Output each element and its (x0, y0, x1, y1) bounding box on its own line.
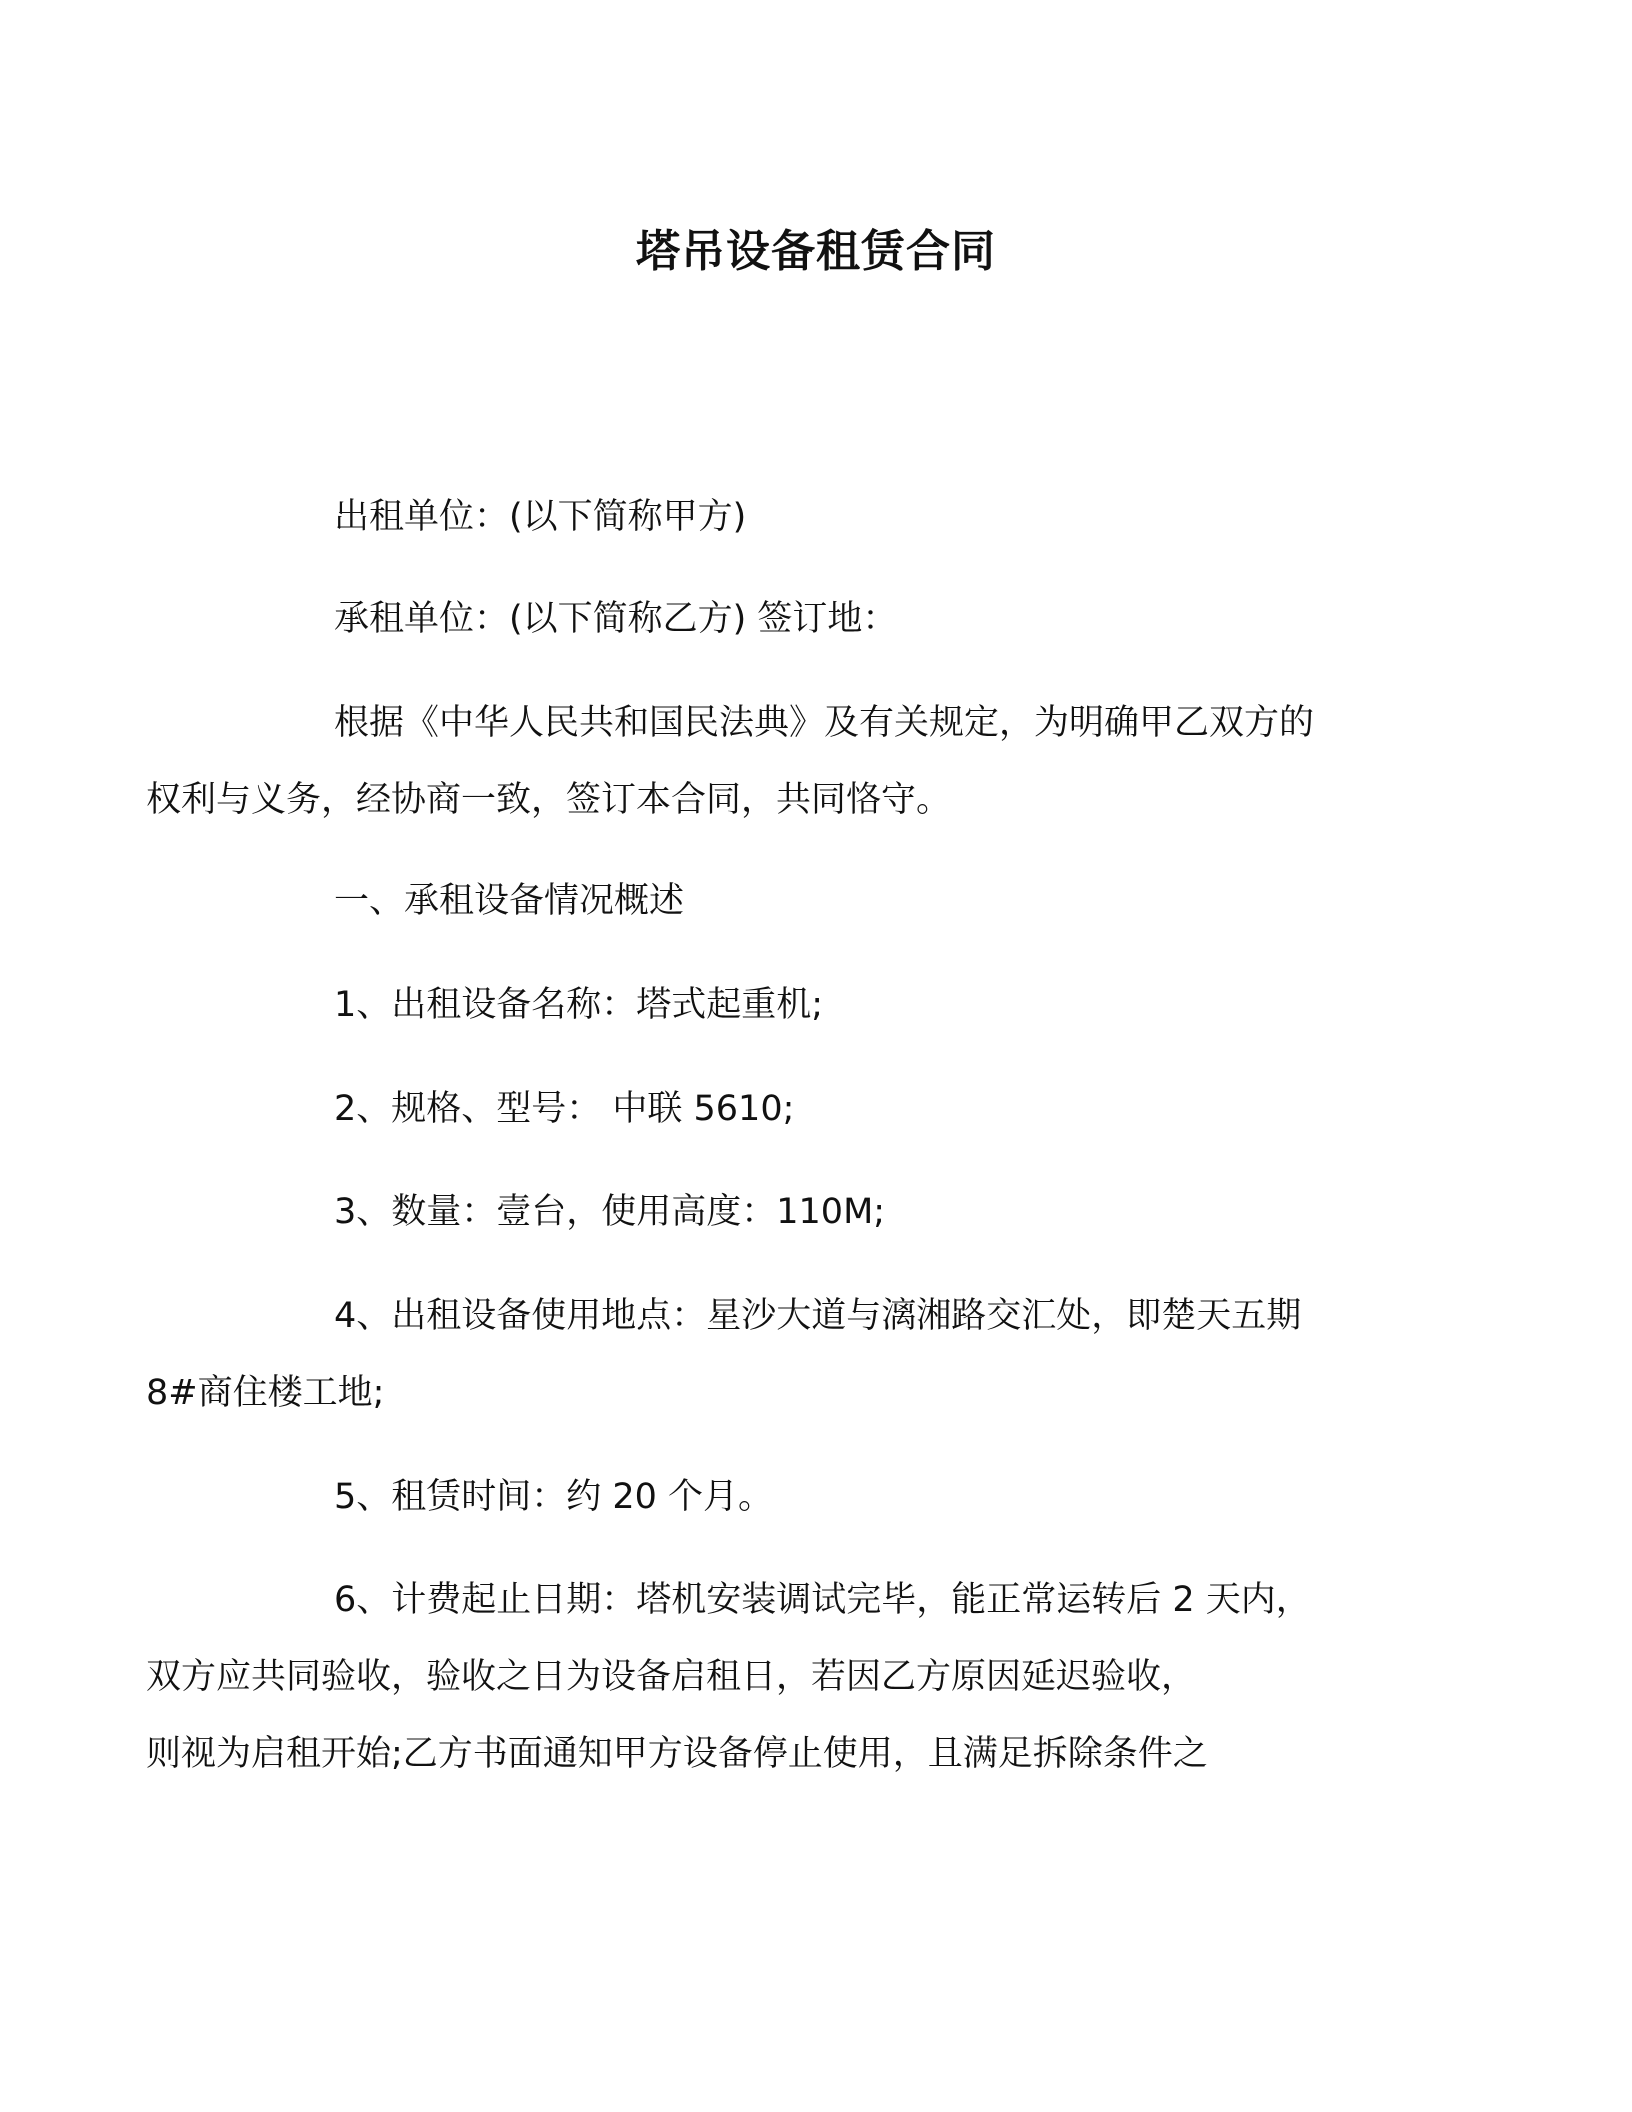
item-4-line-2: 8#商住楼工地; (146, 1373, 385, 1413)
lessor-line (240, 479, 1380, 556)
preamble-paragraph (146, 685, 1380, 839)
section-heading-1 (240, 863, 1380, 940)
item-4-line-1: 4、出租设备使用地点：星沙大道与漓湘路交汇处，即楚天五期 (334, 1296, 1302, 1336)
item-1-text: 1、出租设备名称：塔式起重机; (334, 985, 824, 1025)
item-3-text: 3、数量：壹台，使用高度：110M; (334, 1192, 886, 1232)
item-6 (146, 1562, 1380, 1793)
item-6-line-3: 则视为启租开始;乙方书面通知甲方设备停止使用，且满足拆除条件之 (146, 1734, 1208, 1774)
item-5-text: 5、租赁时间：约 20 个月。 (334, 1477, 774, 1517)
lessee-line (240, 581, 1380, 658)
lessor-text: 出租单位：(以下简称甲方) (334, 497, 747, 537)
section-1-text: 一、承租设备情况概述 (334, 881, 685, 921)
item-6-line-2: 双方应共同验收，验收之日为设备启租日，若因乙方原因延迟验收， (146, 1657, 1197, 1697)
item-3 (240, 1174, 1380, 1251)
preamble-line-2: 权利与义务，经协商一致，签订本合同，共同恪守。 (146, 780, 952, 820)
lessee-text: 承租单位：(以下简称乙方) 签订地： (334, 599, 898, 639)
preamble-line-1: 根据《中华人民共和国民法典》及有关规定，为明确甲乙双方的 (334, 703, 1315, 743)
item-4 (146, 1278, 1380, 1432)
item-1 (240, 967, 1380, 1044)
item-5 (240, 1459, 1380, 1536)
item-2-text: 2、规格、型号： 中联 5610; (334, 1089, 795, 1129)
document-title: 塔吊设备租赁合同 (636, 226, 996, 277)
item-6-line-1: 6、计费起止日期：塔机安装调试完毕，能正常运转后 2 天内， (334, 1580, 1311, 1620)
document-body (146, 479, 1380, 1793)
item-2 (240, 1071, 1380, 1148)
